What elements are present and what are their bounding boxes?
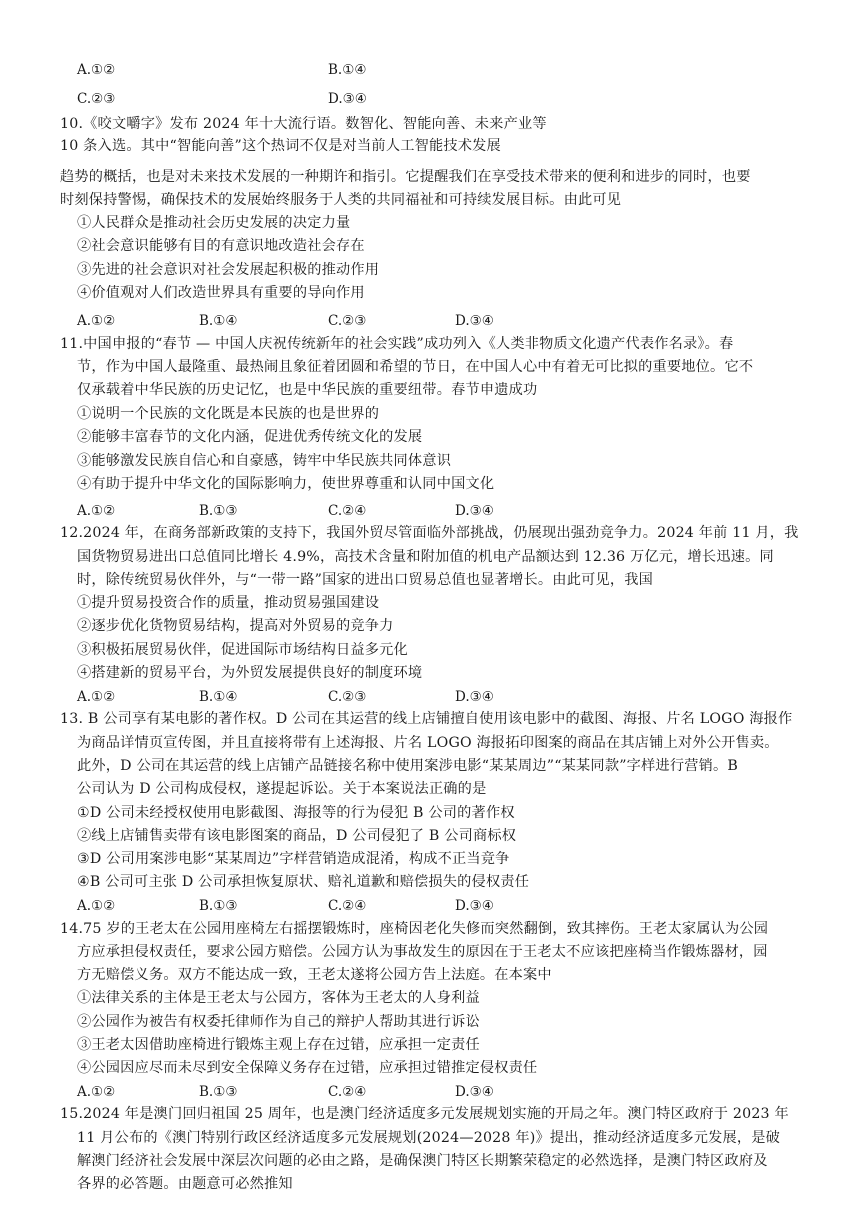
q11-option-a: A.①② <box>77 503 116 519</box>
q15-stem-line: 解澳门经济社会发展中深层次问题的必由之路，是确保澳门特区长期繁荣稳定的必然选择，是澳门特区政府及 <box>77 1153 768 1169</box>
q10-statement: ④价值观对人们改造世界具有重要的导向作用 <box>77 285 365 301</box>
q14-statement: ①法律关系的主体是王老太与公园方，客体为王老太的人身利益 <box>77 990 480 1006</box>
q11-statement: ②能够丰富春节的文化内涵，促进优秀传统文化的发展 <box>77 429 423 445</box>
option-a: A.①② <box>77 62 116 78</box>
q12-stem-line: 时，除传统贸易伙伴外，与“一带一路”国家的进出口贸易总值也显著增长。由此可见，我国 <box>77 572 654 588</box>
q11-stem-line: 11.中国申报的“春节 — 中国人庆祝传统新年的社会实践”成功列入《人类非物质文化遗产代表作名录》。春 <box>60 336 734 352</box>
q14-option-c: C.②④ <box>328 1084 367 1100</box>
q12-stem-line: 国货物贸易进出口总值同比增长 4.9%，高技术含量和附加值的机电产品额达到 12.36 万亿元，增长迅速。同 <box>77 549 774 565</box>
q13-option-b: B.①③ <box>199 898 238 914</box>
q14-option-a: A.①② <box>77 1084 116 1100</box>
q13-stem-line: 为商品详情页宣传图，并且直接将带有上述海报、片名 LOGO 海报拓印图案的商品在其店铺上对外公开售卖。 <box>77 735 779 751</box>
q10-stem-line: 10 条入选。其中“智能向善”这个热词不仅是对当前人工智能技术发展 <box>60 138 501 154</box>
q13-stem-line: 13. B 公司享有某电影的著作权。D 公司在其运营的线上店铺擅自使用该电影中的截图、海报、片名 LOGO 海报作 <box>60 711 793 727</box>
q13-stem-line: 此外，D 公司在其运营的线上店铺产品链接名称中使用案涉电影“某某周边”“某某同款”字样进行营销。B <box>77 758 739 774</box>
q12-option-c: C.②③ <box>328 689 367 705</box>
q11-statement: ③能够激发民族自信心和自豪感，铸牢中华民族共同体意识 <box>77 453 452 469</box>
q11-statement: ①说明一个民族的文化既是本民族的也是世界的 <box>77 406 380 422</box>
q12-statement: ④搭建新的贸易平台，为外贸发展提供良好的制度环境 <box>77 665 423 681</box>
q13-option-c: C.②④ <box>328 898 367 914</box>
q11-statement: ④有助于提升中华文化的国际影响力，使世界尊重和认同中国文化 <box>77 476 495 492</box>
q10-statement: ③先进的社会意识对社会发展起积极的推动作用 <box>77 262 380 278</box>
q13-option-d: D.③④ <box>455 898 494 914</box>
q11-stem-line: 节，作为中国人最隆重、最热闹且象征着团圆和希望的节日，在中国人心中有着无可比拟的重要地位。它不 <box>77 359 754 375</box>
q12-option-b: B.①④ <box>199 689 238 705</box>
option-d: D.③④ <box>328 91 367 107</box>
q14-statement: ④公园因应尽而未尽到安全保障义务存在过错，应承担过错推定侵权责任 <box>77 1060 538 1076</box>
q10-stem-line: 趋势的概括，也是对未来技术发展的一种期许和指引。它提醒我们在享受技术带来的便利和进步的同时，也要 <box>60 169 751 185</box>
q11-stem-line: 仅承载着中华民族的历史记忆，也是中华民族的重要纽带。春节申遗成功 <box>77 382 538 398</box>
q12-statement: ①提升贸易投资合作的质量，推动贸易强国建设 <box>77 595 380 611</box>
q12-option-a: A.①② <box>77 689 116 705</box>
q14-option-b: B.①③ <box>199 1084 238 1100</box>
q14-statement: ③王老太因借助座椅进行锻炼主观上存在过错，应承担一定责任 <box>77 1037 480 1053</box>
q12-option-d: D.③④ <box>455 689 494 705</box>
q10-option-b: B.①④ <box>199 313 238 329</box>
q15-stem-line: 15.2024 年是澳门回归祖国 25 周年，也是澳门经济适度多元发展规划实施的开局之年。澳门特区政府于 2023 年 <box>60 1106 789 1122</box>
q12-statement: ③积极拓展贸易伙伴，促进国际市场结构日益多元化 <box>77 642 408 658</box>
q14-stem-line: 方无赔偿义务。双方不能达成一致，王老太遂将公园方告上法庭。在本案中 <box>77 967 552 983</box>
q11-option-c: C.②④ <box>328 503 367 519</box>
q13-stem-line: 公司认为 D 公司构成侵权，遂提起诉讼。关于本案说法正确的是 <box>77 781 487 797</box>
q13-statement: ②线上店铺售卖带有该电影图案的商品，D 公司侵犯了 B 公司商标权 <box>77 828 517 844</box>
q10-option-d: D.③④ <box>455 313 494 329</box>
q10-statement: ①人民群众是推动社会历史发展的决定力量 <box>77 215 351 231</box>
q14-statement: ②公园作为被告有权委托律师作为自己的辩护人帮助其进行诉讼 <box>77 1014 480 1030</box>
q10-statement: ②社会意识能够有目的有意识地改造社会存在 <box>77 238 365 254</box>
q14-option-d: D.③④ <box>455 1084 494 1100</box>
q13-option-a: A.①② <box>77 898 116 914</box>
q10-option-c: C.②③ <box>328 313 367 329</box>
q12-stem-line: 12.2024 年，在商务部新政策的支持下，我国外贸尽管面临外部挑战，仍展现出强劲竞争力。2024 年前 11 月，我 <box>60 525 799 541</box>
q10-option-a: A.①② <box>77 313 116 329</box>
q13-statement: ①D 公司未经授权使用电影截图、海报等的行为侵犯 B 公司的著作权 <box>77 805 515 821</box>
q13-statement: ④B 公司可主张 D 公司承担恢复原状、赔礼道歉和赔偿损失的侵权责任 <box>77 874 530 890</box>
q13-statement: ③D 公司用案涉电影“某某周边”字样营销造成混淆，构成不正当竞争 <box>77 851 510 867</box>
q14-stem-line: 14.75 岁的王老太在公园用座椅左右摇摆锻炼时，座椅因老化失修而突然翻倒，致其摔伤。王老太家属认为公园 <box>60 921 769 937</box>
q15-stem-line: 各界的必答题。由题意可必然推知 <box>77 1176 293 1192</box>
q14-stem-line: 方应承担侵权责任，要求公园方赔偿。公园方认为事故发生的原因在于王老太不应该把座椅当作锻炼器材，园 <box>77 944 768 960</box>
q10-stem-line: 时刻保持警惕，确保技术的发展始终服务于人类的共同福祉和可持续发展目标。由此可见 <box>60 192 622 208</box>
q12-statement: ②逐步优化货物贸易结构，提高对外贸易的竞争力 <box>77 618 394 634</box>
option-b: B.①④ <box>328 62 367 78</box>
q10-stem-line: 10.《咬文嚼字》发布 2024 年十大流行语。数智化、智能向善、未来产业等 <box>60 116 547 132</box>
option-c: C.②③ <box>77 91 116 107</box>
q11-option-d: D.③④ <box>455 503 494 519</box>
q11-option-b: B.①③ <box>199 503 238 519</box>
q15-stem-line: 11 月公布的《澳门特别行政区经济适度多元发展规划(2024—2028 年)》提出，推动经济适度多元发展，是破 <box>77 1130 781 1146</box>
